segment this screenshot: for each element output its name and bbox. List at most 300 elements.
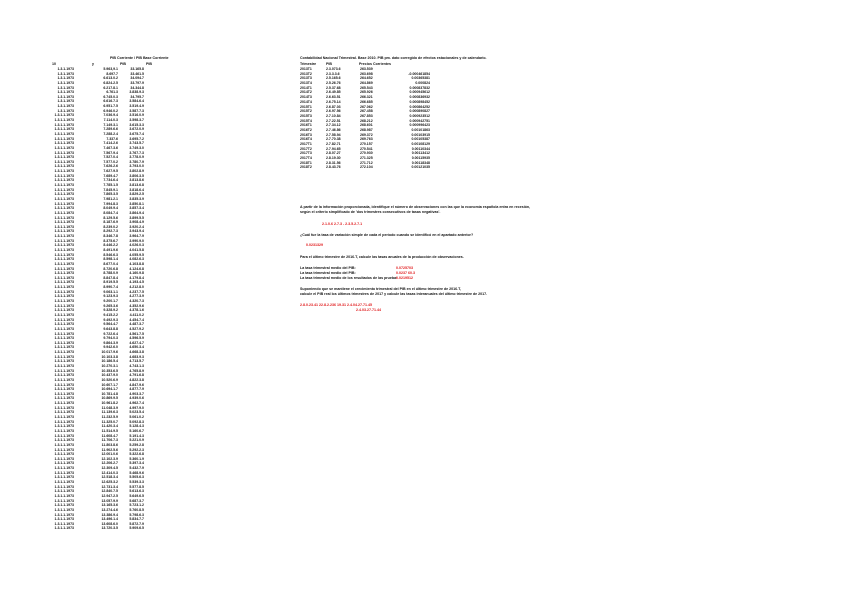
table-cell: 2.7.22.51 xyxy=(326,118,341,123)
table-cell: 3.813.8.6 xyxy=(129,178,144,183)
table-cell: 8.346.7.8 xyxy=(103,234,118,239)
table-cell: 3.743.5.7 xyxy=(129,141,144,146)
table-cell: 1.3.1.1.1973 xyxy=(54,285,74,290)
table-cell: 2016T2 xyxy=(300,127,312,132)
table-cell: 0.00110344 xyxy=(411,146,430,151)
table-cell: 3.767.7.3 xyxy=(129,150,144,155)
table-cell: 270.541 xyxy=(360,146,373,151)
table-cell: 0.00113412 xyxy=(411,151,430,156)
table-cell: 0.000890827 xyxy=(409,109,430,114)
table-cell: 4.160.9.8 xyxy=(129,271,144,276)
table-cell: 6.946.0.2 xyxy=(103,108,118,113)
table-cell: 0.00115935 xyxy=(411,156,430,161)
table-cell: 1.3.1.1.1973 xyxy=(54,224,74,229)
table-cell: 267.853 xyxy=(360,113,373,118)
table-cell: 4.822.3.8 xyxy=(129,377,144,382)
table-cell: 1.3.1.1.1973 xyxy=(54,196,74,201)
table-cell: 5.023.5.4 xyxy=(129,410,144,415)
table-cell: 1.3.1.1973 xyxy=(57,76,74,81)
table-cell: 2014T1 xyxy=(300,85,312,90)
table-cell: 11.608.4.7 xyxy=(101,433,118,438)
table-cell: 1.3.1.1.1973 xyxy=(54,173,74,178)
table-cell: 1.3.1.1.1973 xyxy=(54,299,74,304)
table-cell: 4.277.3.9 xyxy=(129,294,144,299)
table-cell: 4.082.6.3 xyxy=(129,257,144,262)
table-cell: 7.734.6.4 xyxy=(103,178,118,183)
table-cell: 7.994.8.3 xyxy=(103,201,118,206)
left-header-pib: PIB xyxy=(120,62,126,66)
table-cell: 4.193.4.5 xyxy=(129,280,144,285)
table-cell: 8.546.6.3 xyxy=(103,252,118,257)
table-cell: 1.3.1.1.1973 xyxy=(54,410,74,415)
table-cell: 11.139.6.3 xyxy=(101,410,118,415)
table-cell: 3.778.0.9 xyxy=(129,155,144,160)
table-cell: 7.567.9.4 xyxy=(103,150,118,155)
table-cell: 7.627.9.5 xyxy=(103,169,118,174)
table-cell: 4.454.7.4 xyxy=(129,317,144,322)
table-cell: 0.000923512 xyxy=(409,113,430,118)
table-cell: 1.3.1.1.1973 xyxy=(54,322,74,327)
table-cell: 1.3.1.1.1973 xyxy=(54,294,74,299)
table-cell: 3.899.5.5 xyxy=(129,215,144,220)
answer-recession: 2.1.0.6 2.7.3 - 2.3.5.2.7.1 xyxy=(322,222,363,226)
table-cell: 268.987 xyxy=(360,127,373,132)
table-cell: 5.092.8.3 xyxy=(129,419,144,424)
table-cell: 2.6.63.51 xyxy=(326,95,341,100)
table-cell: 1.3.1.1.1973 xyxy=(54,266,74,271)
table-cell: 3.675.7.4 xyxy=(129,131,144,136)
table-cell: 2017T2 xyxy=(300,146,312,151)
question-annual-rates: Para el último trimestre de 2016.T, calcule las tasas anuales de la producción de observaciones. xyxy=(300,255,464,259)
table-cell: 4.212.8.0 xyxy=(129,285,144,290)
table-cell: 10.869.9.5 xyxy=(101,396,118,401)
table-cell: 1.3.1.1.1973 xyxy=(54,517,74,522)
table-cell: 1.3.1.1.1973 xyxy=(54,350,74,355)
table-cell: 1.3.1.1973 xyxy=(57,104,74,109)
table-cell: 3.598.3.7 xyxy=(129,118,144,123)
table-cell: 2013T3 xyxy=(300,76,312,81)
rate3-value: 0.0219512 xyxy=(396,276,413,280)
table-row xyxy=(300,165,430,170)
table-cell: 1.3.1.1.1973 xyxy=(54,113,74,118)
table-cell: 5.128.4.3 xyxy=(129,424,144,429)
table-cell: 5.322.6.8 xyxy=(129,452,144,457)
table-cell: 2.5.37.68 xyxy=(326,85,341,90)
table-cell: 266.321 xyxy=(360,95,373,100)
table-cell: 6.761.3 xyxy=(106,90,118,95)
table-cell: 12.518.3.4 xyxy=(101,475,118,480)
table-cell: 6.616.7.3 xyxy=(103,99,118,104)
table-cell: 1.3.1.1.1973 xyxy=(54,470,74,475)
table-cell: 1.3.1.1.1973 xyxy=(54,229,74,234)
table-cell: 1.3.1.1.1973 xyxy=(54,275,74,280)
table-cell: 13.608.6.0 xyxy=(101,521,118,526)
table-cell: 11.514.9.5 xyxy=(101,428,118,433)
table-cell: 8.788.0.9 xyxy=(103,271,118,276)
table-cell: 1.3.1.1.1973 xyxy=(54,512,74,517)
table-cell: 2014T4 xyxy=(300,99,312,104)
table-cell: 0.000942751 xyxy=(409,118,430,123)
answer-projection-2: 2.4.03.27.71.44 xyxy=(356,308,381,312)
table-cell: 8.720.6.8 xyxy=(103,266,118,271)
table-cell: 1.3.1.1.1973 xyxy=(54,164,74,169)
table-cell: 9.123.9.3 xyxy=(103,294,118,299)
table-cell: 6.745.0.3 xyxy=(103,94,118,99)
table-cell: 2015T4 xyxy=(300,118,312,123)
table-cell: 266.685 xyxy=(360,99,373,104)
table-cell: 2018T2 xyxy=(300,165,312,170)
table-cell: 1.3.1.1.1973 xyxy=(54,220,74,225)
table-cell: 8.491.9.6 xyxy=(103,247,118,252)
table-cell: 2014T3 xyxy=(300,95,312,100)
table-cell: 1.3.1.1973 xyxy=(57,67,74,71)
table-cell: 2.7.82.71 xyxy=(326,142,341,146)
table-cell: 265.543 xyxy=(360,85,373,90)
table-cell: 1.3.1.1.1973 xyxy=(54,345,74,350)
table-cell: 1.3.1.1973 xyxy=(57,108,74,113)
table-cell: 3.519.4.9 xyxy=(129,104,144,109)
table-cell: 1.3.1.1.1973 xyxy=(54,484,74,489)
table-cell: 4.877.7.9 xyxy=(129,387,144,392)
table-cell: 7.626.2.6 xyxy=(103,164,118,169)
table-cell: 2015T2 xyxy=(300,109,312,114)
table-cell: 1.3.1.1.1973 xyxy=(54,150,74,155)
table-cell: 1.3.1.1.1973 xyxy=(54,452,74,457)
table-cell: 4.352.9.6 xyxy=(129,303,144,308)
table-cell: 4.962.7.4 xyxy=(129,401,144,406)
table-cell: 7.414.2.6 xyxy=(103,141,118,146)
table-cell: 264.652 xyxy=(360,76,373,81)
table-cell: 9.942.6.0 xyxy=(103,345,118,350)
table-cell: 4.791.6.8 xyxy=(129,373,144,378)
table-cell: 1.3.1.1.1973 xyxy=(54,526,74,531)
table-cell: 12.625.3.2 xyxy=(101,480,118,485)
table-cell: 1.3.1.1.1973 xyxy=(54,373,74,378)
table-cell: 3.802.8.9 xyxy=(129,169,144,174)
table-cell: 8.919.5.5 xyxy=(103,280,118,285)
table-cell: 13.057.9.9 xyxy=(101,498,118,503)
table-cell: 4.627.4.7 xyxy=(129,340,144,345)
table-cell: 4.997.9.0 xyxy=(129,405,144,410)
table-cell: 6.951.7.5 xyxy=(103,104,118,109)
table-cell: 12.206.2.7 xyxy=(101,461,118,466)
table-cell: 4.378.1.6 xyxy=(129,308,144,313)
table-cell: 1.3.1.1.1973 xyxy=(54,368,74,373)
table-cell: 264.869 xyxy=(360,81,373,86)
table-cell: 12.947.2.5 xyxy=(101,493,118,498)
table-cell: 0.000837832 xyxy=(409,85,430,90)
table-cell: 1.3.1.1.1973 xyxy=(54,155,74,160)
table-cell: 272.104 xyxy=(360,165,373,170)
table-cell: 271.325 xyxy=(360,156,373,161)
table-cell: 2017T4 xyxy=(300,156,312,161)
table-cell: 1.3.1.1.1973 xyxy=(54,442,74,447)
table-cell: 2.6.75.14 xyxy=(326,99,341,104)
table-cell: 10.186.5.4 xyxy=(101,359,118,364)
table-cell: 10.781.4.8 xyxy=(101,391,118,396)
table-cell: 1.3.1.1.1973 xyxy=(54,521,74,526)
table-cell: 8.990.7.4 xyxy=(103,285,118,290)
table-cell: 9.564.4.7 xyxy=(103,322,118,327)
table-cell: 268.212 xyxy=(360,118,373,123)
table-cell: 4.179.8.4 xyxy=(129,275,144,280)
table-cell: 9.794.0.3 xyxy=(103,336,118,341)
table-cell: 2.6.97.56 xyxy=(326,109,341,114)
table-cell: 1.3.1.1.1973 xyxy=(54,261,74,266)
table-cell: 2.3.3.3.6 xyxy=(326,71,340,76)
table-cell: 1.3.1.1.1973 xyxy=(54,433,74,438)
table-cell: 3.813.6.8 xyxy=(129,183,144,188)
table-cell: 1.3.1.1.1973 xyxy=(54,331,74,336)
table-cell: 3.749.3.0 xyxy=(129,145,144,150)
table-cell: 2.7.46.86 xyxy=(326,127,341,132)
table-cell: 2.7.10.84 xyxy=(326,113,341,118)
table-cell: 1.3.1.1.1973 xyxy=(54,475,74,480)
table-cell: 8.598.1.4 xyxy=(103,257,118,262)
table-cell: 0.00101863 xyxy=(411,127,430,132)
table-cell: 11.420.3.4 xyxy=(101,424,118,429)
table-cell: 2.8.19.30 xyxy=(326,156,341,161)
table-cell: 10.961.8.2 xyxy=(101,401,118,406)
table-cell: 269.372 xyxy=(360,132,373,137)
table-cell: 2.3.073.6 xyxy=(326,67,341,71)
table-cell: 1.3.1.1.1973 xyxy=(54,401,74,406)
table-cell: 1.3.1.1.1973 xyxy=(54,169,74,174)
note-projection-detail: calcule el PIB real los últimos trimestres de 2017 y calcule las tasas interanuales del último trimestre de 2017. xyxy=(300,292,488,296)
table-cell: 10.607.1.7 xyxy=(101,382,118,387)
table-cell: 9.328.9.2 xyxy=(103,308,118,313)
table-cell: 4.847.9.6 xyxy=(129,382,144,387)
table-cell: 1.3.1.1.1973 xyxy=(54,238,74,243)
table-cell: 3.695.7.2 xyxy=(129,136,144,141)
table-cell: 1.3.1.1.1973 xyxy=(54,377,74,382)
table-cell: 270.157 xyxy=(360,142,373,146)
table-cell: 9.864.3.9 xyxy=(103,340,118,345)
right-header-precios: Precios Corrientes xyxy=(359,62,391,66)
table-cell: 1.3.1.1.1973 xyxy=(54,317,74,322)
table-cell: 1.3.1.1.1973 xyxy=(54,415,74,420)
table-cell: 1.3.1.1973 xyxy=(57,90,74,95)
table-cell: 3.584.6.4 xyxy=(129,99,144,104)
table-cell: 1.3.1.1.1973 xyxy=(54,308,74,313)
table-cell: 4.041.5.8 xyxy=(129,247,144,252)
table-cell: 3.516.0.9 xyxy=(129,113,144,118)
table-cell: 9.415.2.2 xyxy=(103,312,118,317)
table-cell: 3.818.6.4 xyxy=(129,187,144,192)
table-cell: 1.3.1.1.1973 xyxy=(54,438,74,443)
table-cell: 10.694.1.7 xyxy=(101,387,118,392)
table-cell: 12.102.3.9 xyxy=(101,456,118,461)
table-cell: 1.3.1.1.1973 xyxy=(54,303,74,308)
table-cell: 5.539.3.3 xyxy=(129,480,144,485)
table-cell: 1.3.1.1973 xyxy=(57,71,74,76)
table-cell: 10.520.6.9 xyxy=(101,377,118,382)
table-cell: 8.292.7.3 xyxy=(103,229,118,234)
table-cell: 4.237.7.5 xyxy=(129,289,144,294)
table-cell: 9.492.9.3 xyxy=(103,317,118,322)
table-cell: 7.289.6.6 xyxy=(103,127,118,132)
table-cell: 12.001.0.6 xyxy=(101,452,118,457)
table-cell: 0.00121035 xyxy=(411,165,430,170)
table-cell: 3.672.0.9 xyxy=(129,127,144,132)
table-cell: 4.103.8.8 xyxy=(129,261,144,266)
table-cell: 2.7.34.12 xyxy=(326,123,341,128)
table-cell: 5.760.8.5 xyxy=(129,507,144,512)
table-cell: 1.3.1.1.1973 xyxy=(54,183,74,188)
table-cell: 1.3.1.1.1973 xyxy=(54,141,74,146)
table-cell: 3.806.3.5 xyxy=(129,173,144,178)
table-cell: 33.461.5 xyxy=(130,71,144,76)
table-cell: 1.3.1.1.1973 xyxy=(54,480,74,485)
table-cell: 4.743.1.3 xyxy=(129,364,144,368)
table-cell: 1.3.1.1973 xyxy=(57,85,74,90)
table-cell: 13.386.9.4 xyxy=(101,512,118,517)
table-cell: 7.785.1.5 xyxy=(103,183,118,188)
table-cell: 4.026.0.3 xyxy=(129,243,144,248)
table-cell: 11.902.5.6 xyxy=(101,447,118,452)
table-cell: 3.793.0.0 xyxy=(129,164,144,169)
table-cell: 3.780.7.9 xyxy=(129,159,144,164)
table-cell: 10.270.3.1 xyxy=(101,364,118,368)
table-cell: 2017T3 xyxy=(300,151,312,156)
table-cell: 2.8.07.27 xyxy=(326,151,341,156)
table-cell: 3.835.3.9 xyxy=(129,196,144,201)
table-cell: 0.000945612 xyxy=(409,90,430,95)
table-cell: 7.865.3.5 xyxy=(103,192,118,197)
table-cell: 4.765.8.9 xyxy=(129,368,144,373)
table-cell: 0.00118348 xyxy=(411,160,430,165)
table-cell: 3.864.9.4 xyxy=(129,210,144,215)
table-cell: 11.803.8.6 xyxy=(101,442,118,447)
note-recession-criteria: según el criterio simplificado de 'dos trimestres consecutivos de tasas negativas'. xyxy=(300,210,441,214)
table-cell: 0.00105387 xyxy=(411,137,430,142)
table-cell: 3.920.2.4 xyxy=(129,224,144,229)
table-cell: 4.320.7.3 xyxy=(129,299,144,304)
table-cell: 1.3.1.1.1973 xyxy=(54,382,74,387)
table-cell: 8.239.0.2 xyxy=(103,224,118,229)
table-cell: 5.909.6.5 xyxy=(129,526,144,531)
table-cell: 5.798.6.3 xyxy=(129,512,144,517)
table-cell: 5.221.0.9 xyxy=(129,438,144,443)
table-cell: 1.3.1.1.1973 xyxy=(54,498,74,503)
table-cell: 2.6.49.85 xyxy=(326,90,341,95)
table-cell: 10.353.6.5 xyxy=(101,368,118,373)
table-cell: 1.3.1.1.1973 xyxy=(54,215,74,220)
table-cell: 1.3.1.1.1973 xyxy=(54,461,74,466)
table-cell: 1.3.1.1.1973 xyxy=(54,145,74,150)
table-cell: 1.3.1.1.1973 xyxy=(54,493,74,498)
table-cell: 1.3.1.1.1973 xyxy=(54,252,74,257)
table-cell: 8.677.0.4 xyxy=(103,261,118,266)
table-cell: 5.872.7.9 xyxy=(129,521,144,526)
note-recession: A partir de la información proporcionada, identifique el número de observaciones con las que la economía española entra en recesión, xyxy=(300,205,531,209)
table-cell: 11.048.3.9 xyxy=(101,405,118,410)
table-cell: 1.3.1.1.1973 xyxy=(54,428,74,433)
table-cell: 34.344.8 xyxy=(130,85,144,90)
table-cell: 1.3.1.1.1973 xyxy=(54,336,74,341)
table-cell: 1.3.1.1.1973 xyxy=(54,507,74,512)
table-cell: 1.3.1.1.1973 xyxy=(54,387,74,392)
table-cell: 2013T2 xyxy=(300,71,312,76)
table-cell: 3.908.4.9 xyxy=(129,220,144,225)
note-projection: Suponiendo que se mantiene el crecimiento trimestral del PIB en el último trimestre de 2016.T, xyxy=(300,287,461,291)
table-cell: 1.3.1.1973 xyxy=(57,80,74,85)
table-cell: 4.527.9.2 xyxy=(129,326,144,331)
table-cell: 7.467.3.6 xyxy=(103,145,118,150)
table-cell: 1.3.1.1.1973 xyxy=(54,210,74,215)
left-index-label: 10 xyxy=(52,62,56,66)
rate1-label: La tasa trimestral medio del PIB: xyxy=(300,266,356,270)
right-header-trimestre: Trimestre xyxy=(300,62,317,66)
table-cell: 13.274.4.6 xyxy=(101,507,118,512)
table-cell: 3.829.2.5 xyxy=(129,192,144,197)
table-cell: 13.165.3.6 xyxy=(101,503,118,508)
table-cell: 4.561.7.5 xyxy=(129,331,144,336)
table-cell: 33.797.9 xyxy=(130,80,144,85)
table-cell: 4.055.9.5 xyxy=(129,252,144,257)
table-cell: 3.587.7.3 xyxy=(129,108,144,113)
table-cell: 2014T2 xyxy=(300,90,312,95)
table-cell: 2.6.87.03 xyxy=(326,104,341,109)
answer-projection-1: 2.8.0.23.41 22.8.2.236 19.31 2.4.04.27.71.45 xyxy=(300,303,372,307)
table-cell: 1.3.1.1.1973 xyxy=(54,127,74,132)
table-cell: 0.00108129 xyxy=(411,142,430,146)
table-cell: 1.3.1.1.1973 xyxy=(54,312,74,317)
table-cell: 0.000996423 xyxy=(409,123,430,128)
table-cell: 5.397.3.4 xyxy=(129,461,144,466)
table-cell: 4.596.5.9 xyxy=(129,336,144,341)
table-cell: 2016T1 xyxy=(300,123,312,128)
table-cell: 5.292.2.3 xyxy=(129,447,144,452)
table-cell: 2013T1 xyxy=(300,67,312,71)
table-cell: 7.689.4.7 xyxy=(103,173,118,178)
table-cell: 8.697.7 xyxy=(106,71,118,76)
table-cell: 5.613.6.3 xyxy=(129,489,144,494)
table-cell: 1.3.1.1.1973 xyxy=(54,243,74,248)
table-cell: 268.601 xyxy=(360,123,373,128)
table-cell: 1.3.1.1.1973 xyxy=(54,178,74,183)
table-cell: 270.930 xyxy=(360,151,373,156)
table-cell: 7.036.9.4 xyxy=(103,113,118,118)
left-title: PIB Corriente / PIB Base Corriente xyxy=(110,56,169,60)
table-cell: 4.124.6.8 xyxy=(129,266,144,271)
table-cell: 4.487.3.7 xyxy=(129,322,144,327)
table-cell: 4.713.5.7 xyxy=(129,359,144,364)
table-cell: 10.103.3.8 xyxy=(101,354,118,359)
table-cell: 11.325.0.7 xyxy=(101,419,118,424)
table-cell: 263.698 xyxy=(360,71,373,76)
table-cell: 7.114.0.3 xyxy=(103,118,118,123)
table-cell: 267.062 xyxy=(360,104,373,109)
table-cell: 2.7.94.65 xyxy=(326,146,341,151)
table-cell: 1.3.1.1.1973 xyxy=(54,234,74,239)
table-cell: 5.432.7.9 xyxy=(129,466,144,471)
table-cell: 8.187.6.9 xyxy=(103,220,118,225)
table-cell: 5.723.1.2 xyxy=(129,503,144,508)
table-cell: 4.939.0.6 xyxy=(129,396,144,401)
table-cell: 265.926 xyxy=(360,90,373,95)
table-cell: 2.8.31.56 xyxy=(326,160,341,165)
table-cell: 6.824.2.5 xyxy=(103,80,118,85)
table-cell: 5.505.6.3 xyxy=(129,475,144,480)
table-cell: 2.5.26.76 xyxy=(326,81,341,86)
table-cell: 1.3.1.1973 xyxy=(57,94,74,99)
table-cell: 7.527.0.4 xyxy=(103,155,118,160)
table-cell: 12.309.4.5 xyxy=(101,466,118,471)
table-cell: 1.3.1.1.1973 xyxy=(54,419,74,424)
table-cell: 10.437.9.0 xyxy=(101,373,118,378)
table-cell: 1.3.1.1.1973 xyxy=(54,456,74,461)
